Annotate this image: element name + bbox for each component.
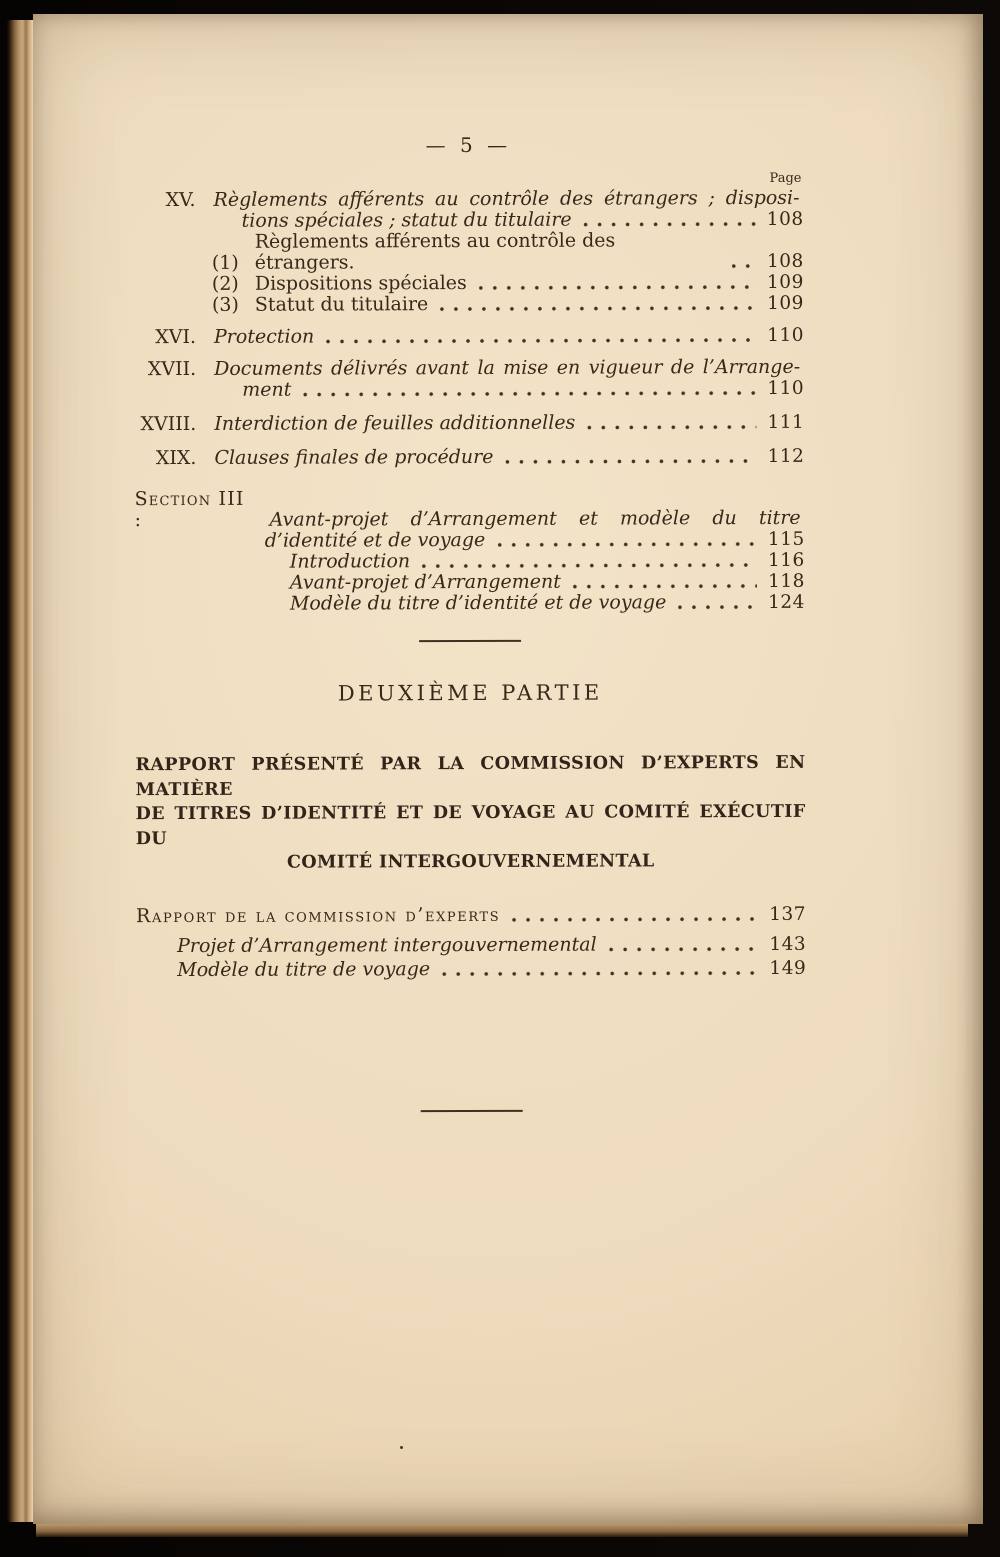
- toc-section-3-sub-introduction: [135, 550, 805, 573]
- toc-section-3-continuation: [135, 529, 805, 552]
- toc-entry-xv: [133, 188, 803, 211]
- entry-page-number: 108: [766, 250, 804, 272]
- report-title-line: COMITÉ INTERGOUVERNEMENTAL: [287, 851, 655, 873]
- entry-title: Modèle du titre de voyage: [177, 957, 431, 981]
- subentry-title: Modèle du titre d’identité et de voyage: [289, 591, 667, 615]
- report-title-block: [135, 751, 805, 876]
- subentry-title: Dispositions spéciales: [254, 272, 467, 295]
- entry-title: Clauses finales de procédure: [214, 445, 494, 469]
- table-of-contents: [133, 131, 806, 1113]
- bottom-divider-rule: [421, 1109, 523, 1111]
- section-label: Section III :: [134, 487, 245, 532]
- section-divider-rule: [419, 640, 521, 642]
- toc-entry-xv-continuation: [134, 209, 804, 232]
- entry-page-number: 109: [767, 292, 804, 314]
- entry-title: ment: [242, 378, 292, 401]
- dot-leader: [422, 563, 757, 568]
- toc-section-3-sub-avant-projet: [135, 571, 805, 594]
- entry-title: Interdiction de feuilles additionnelles: [214, 411, 576, 435]
- ink-speck: [400, 1446, 403, 1449]
- dot-leader: [479, 285, 756, 290]
- entry-title: Documents délivrés avant la mise en vigueur de l’Arrange-: [214, 355, 801, 380]
- entry-number: XVIII.: [140, 412, 197, 436]
- report-title-line: DE TITRES D’IDENTITÉ ET DE VOYAGE AU COMITÉ EXÉCUTIF DU: [135, 801, 806, 849]
- dot-leader: [440, 306, 756, 311]
- entry-title: Rapport de la commission d’experts: [135, 903, 501, 927]
- entry-page-number: 109: [766, 271, 804, 293]
- entry-number: XIX.: [155, 446, 197, 470]
- section-title: d’identité et de voyage: [264, 528, 486, 552]
- part2-entry-modele: [136, 957, 806, 980]
- subentry-number: (1): [211, 251, 239, 274]
- entry-title: Règlements afférents au contrôle des étrangers ; disposi-: [213, 186, 800, 211]
- subentry-title: Règlements afférents au contrôle des étrangers.: [254, 229, 616, 274]
- dot-leader: [587, 425, 756, 430]
- report-title-line: RAPPORT PRÉSENTÉ PAR LA COMMISSION D’EXPERTS EN MATIÈRE: [135, 752, 806, 800]
- toc-section-3: [135, 487, 805, 531]
- toc-entry-xviii: [134, 412, 804, 435]
- toc-section-3-sub-modele: [135, 592, 805, 615]
- folio-page-number: — 5 —: [425, 132, 512, 158]
- entry-page-number: 118: [768, 570, 805, 592]
- entry-page-number: 116: [767, 549, 805, 571]
- dot-leader: [512, 916, 758, 921]
- subentry-title: Statut du titulaire: [254, 293, 429, 316]
- dot-leader: [303, 391, 756, 397]
- book-bottom-page-edges: [36, 1524, 968, 1537]
- part2-entry-projet: [136, 933, 806, 956]
- entry-page-number: 112: [767, 445, 805, 467]
- dot-leader: [497, 542, 756, 547]
- toc-entry-xix: [134, 446, 804, 469]
- toc-entry-xvi: [134, 325, 804, 348]
- entry-page-number: 115: [767, 528, 805, 550]
- toc-entry-xvii-continuation: [134, 378, 804, 401]
- entry-page-number: 137: [769, 903, 807, 925]
- book-page: [33, 14, 983, 1524]
- part-two-heading: DEUXIÈME PARTIE: [337, 680, 603, 706]
- dot-leader: [609, 946, 758, 951]
- entry-page-number: 110: [767, 377, 805, 399]
- page-column-label: Page: [769, 170, 802, 186]
- dot-leader: [678, 605, 757, 609]
- toc-subentry-1: [134, 230, 804, 274]
- entry-number: XV.: [165, 188, 196, 212]
- entry-title: tions spéciales ; statut du titulaire: [241, 208, 572, 232]
- book-page-edges: [7, 20, 34, 1522]
- dot-leader: [326, 338, 756, 344]
- entry-page-number: 143: [769, 933, 807, 955]
- dot-leader: [584, 222, 756, 227]
- toc-subentry-3: [134, 293, 804, 316]
- section-title: Avant-projet d’Arrangement et modèle du titre: [269, 506, 801, 531]
- subentry-number: (3): [211, 293, 239, 316]
- dot-leader: [505, 459, 756, 464]
- entry-title: Protection: [213, 325, 315, 348]
- toc-subentry-2: [134, 272, 804, 295]
- subentry-title: Avant-projet d’Arrangement: [289, 570, 561, 594]
- subentry-number: (2): [211, 272, 239, 295]
- dot-leader: [573, 584, 757, 589]
- entry-page-number: 111: [767, 411, 805, 433]
- entry-page-number: 124: [768, 591, 805, 613]
- entry-page-number: 108: [766, 208, 804, 230]
- subentry-title: Introduction: [289, 550, 411, 573]
- entry-page-number: 149: [769, 957, 807, 979]
- dot-leader: [442, 970, 758, 975]
- entry-page-number: 110: [767, 324, 805, 346]
- part2-entry-rapport: [136, 903, 806, 926]
- entry-title: Projet d’Arrangement intergouvernemental: [177, 933, 597, 957]
- entry-number: XVII.: [147, 357, 197, 381]
- toc-entry-xvii: [134, 357, 804, 380]
- dot-leader: [732, 264, 756, 268]
- entry-number: XVI.: [155, 325, 197, 349]
